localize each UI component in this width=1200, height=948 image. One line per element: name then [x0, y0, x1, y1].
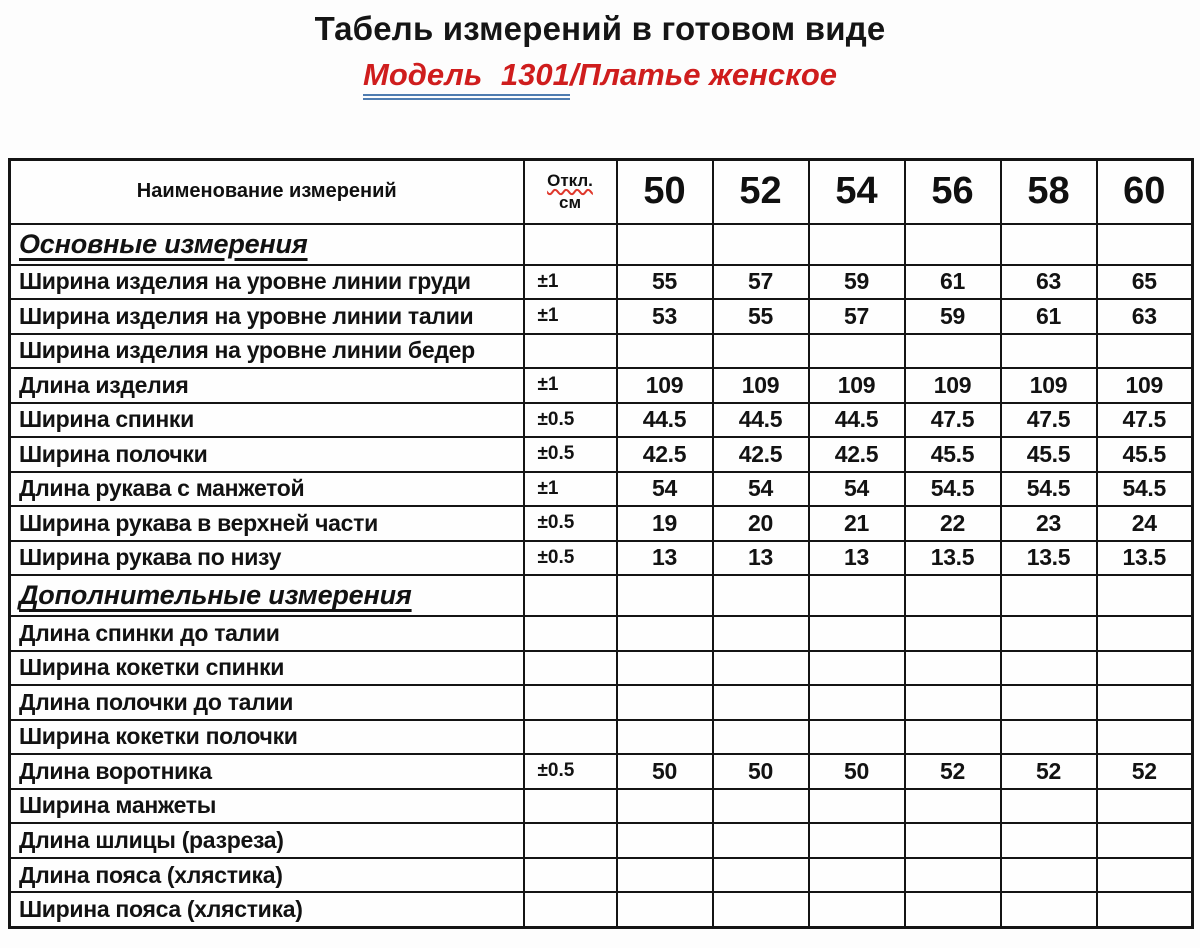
value-cell — [713, 651, 809, 686]
value-cell — [1097, 334, 1193, 369]
value-cell — [1097, 616, 1193, 651]
value-cell: 109 — [1001, 368, 1097, 403]
data-row — [10, 265, 1193, 300]
value-cell: 65 — [1097, 265, 1193, 300]
data-row — [10, 334, 1193, 369]
value-cell — [1097, 685, 1193, 720]
data-row — [10, 437, 1193, 472]
row-label-cell: Ширина кокетки полочки — [10, 720, 524, 755]
row-label-cell: Ширина изделия на уровне линии бедер — [10, 334, 524, 369]
value-cell — [1001, 616, 1097, 651]
value-cell: 24 — [1097, 506, 1193, 541]
value-cell: 57 — [713, 265, 809, 300]
value-cell — [809, 789, 905, 824]
deviation-cell — [524, 616, 617, 651]
value-cell: 13 — [713, 541, 809, 576]
value-cell: 44.5 — [617, 403, 713, 438]
value-cell — [1001, 685, 1097, 720]
value-cell: 54.5 — [905, 472, 1001, 507]
deviation-cell — [524, 823, 617, 858]
value-cell: 57 — [809, 299, 905, 334]
deviation-cell — [524, 224, 617, 265]
value-cell: 50 — [809, 754, 905, 789]
value-cell — [1097, 224, 1193, 265]
value-cell — [1097, 858, 1193, 893]
value-cell — [1097, 892, 1193, 927]
row-label-cell: Длина пояса (хлястика) — [10, 858, 524, 893]
deviation-cell — [524, 892, 617, 927]
deviation-cell — [524, 858, 617, 893]
value-cell — [713, 575, 809, 616]
deviation-cell: ±0.5 — [524, 437, 617, 472]
value-cell: 54 — [713, 472, 809, 507]
value-cell: 13 — [617, 541, 713, 576]
value-cell: 13 — [809, 541, 905, 576]
value-cell — [1001, 823, 1097, 858]
subtitle-model-underlined: Модель 1301 — [363, 57, 570, 100]
row-label-cell: Длина шлицы (разреза) — [10, 823, 524, 858]
value-cell — [1097, 720, 1193, 755]
value-cell — [713, 685, 809, 720]
deviation-cell — [524, 720, 617, 755]
value-cell — [617, 224, 713, 265]
deviation-cell — [524, 651, 617, 686]
document-subtitle — [0, 57, 1200, 100]
data-row — [10, 403, 1193, 438]
section-label: Дополнительные измерения — [19, 580, 412, 611]
data-row — [10, 858, 1193, 893]
data-row — [10, 506, 1193, 541]
section-label: Основные измерения — [19, 228, 308, 259]
value-cell — [1097, 789, 1193, 824]
value-cell: 53 — [617, 299, 713, 334]
value-cell — [713, 334, 809, 369]
size-column-header: 52 — [713, 160, 809, 224]
value-cell: 52 — [905, 754, 1001, 789]
value-cell: 109 — [713, 368, 809, 403]
value-cell — [809, 720, 905, 755]
value-cell — [905, 720, 1001, 755]
value-cell — [809, 651, 905, 686]
data-row — [10, 616, 1193, 651]
value-cell: 61 — [905, 265, 1001, 300]
row-label-cell: Ширина манжеты — [10, 789, 524, 824]
value-cell — [617, 823, 713, 858]
value-cell: 54 — [617, 472, 713, 507]
document-title: Табель измерений в готовом виде — [314, 10, 886, 47]
value-cell: 52 — [1097, 754, 1193, 789]
row-label-cell: Длина изделия — [10, 368, 524, 403]
value-cell: 59 — [905, 299, 1001, 334]
value-cell — [905, 616, 1001, 651]
value-cell — [809, 858, 905, 893]
data-row — [10, 823, 1193, 858]
value-cell: 50 — [617, 754, 713, 789]
value-cell: 63 — [1097, 299, 1193, 334]
value-cell — [809, 823, 905, 858]
deviation-cell — [524, 685, 617, 720]
data-row — [10, 892, 1193, 927]
value-cell — [905, 789, 1001, 824]
value-cell — [905, 224, 1001, 265]
value-cell — [713, 789, 809, 824]
deviation-cell: ±1 — [524, 299, 617, 334]
data-row — [10, 720, 1193, 755]
row-label-cell: Длина рукава с манжетой — [10, 472, 524, 507]
value-cell: 47.5 — [905, 403, 1001, 438]
row-label-cell: Ширина изделия на уровне линии талии — [10, 299, 524, 334]
value-cell: 109 — [905, 368, 1001, 403]
value-cell — [1001, 789, 1097, 824]
deviation-header-line1: Откл. — [547, 170, 593, 190]
value-cell: 13.5 — [905, 541, 1001, 576]
row-label-cell: Ширина кокетки спинки — [10, 651, 524, 686]
value-cell: 109 — [809, 368, 905, 403]
value-cell: 44.5 — [713, 403, 809, 438]
value-cell — [617, 685, 713, 720]
value-cell — [617, 858, 713, 893]
value-cell — [1097, 823, 1193, 858]
data-row — [10, 472, 1193, 507]
value-cell — [1001, 224, 1097, 265]
data-row — [10, 541, 1193, 576]
value-cell: 13.5 — [1097, 541, 1193, 576]
measurement-table — [8, 158, 1194, 929]
value-cell — [617, 334, 713, 369]
deviation-cell: ±0.5 — [524, 754, 617, 789]
name-column-header: Наименование измерений — [10, 160, 524, 224]
value-cell: 61 — [1001, 299, 1097, 334]
value-cell: 21 — [809, 506, 905, 541]
deviation-cell: ±0.5 — [524, 506, 617, 541]
value-cell — [905, 575, 1001, 616]
value-cell — [617, 789, 713, 824]
value-cell: 109 — [1097, 368, 1193, 403]
value-cell — [809, 334, 905, 369]
deviation-cell: ±1 — [524, 265, 617, 300]
row-label-cell: Длина спинки до талии — [10, 616, 524, 651]
value-cell — [809, 685, 905, 720]
data-row — [10, 368, 1193, 403]
value-cell: 59 — [809, 265, 905, 300]
size-column-header: 56 — [905, 160, 1001, 224]
value-cell: 55 — [617, 265, 713, 300]
value-cell: 54.5 — [1001, 472, 1097, 507]
value-cell: 13.5 — [1001, 541, 1097, 576]
data-row — [10, 651, 1193, 686]
row-label-cell: Ширина изделия на уровне линии груди — [10, 265, 524, 300]
value-cell: 63 — [1001, 265, 1097, 300]
value-cell: 20 — [713, 506, 809, 541]
value-cell — [905, 892, 1001, 927]
value-cell: 54 — [809, 472, 905, 507]
data-row — [10, 789, 1193, 824]
value-cell — [1001, 334, 1097, 369]
section-label-cell — [10, 575, 524, 616]
size-column-header: 60 — [1097, 160, 1193, 224]
size-column-header: 58 — [1001, 160, 1097, 224]
deviation-cell: ±1 — [524, 368, 617, 403]
row-label-cell: Ширина полочки — [10, 437, 524, 472]
value-cell — [1001, 651, 1097, 686]
data-row — [10, 299, 1193, 334]
deviation-column-header — [524, 160, 617, 224]
section-label-cell — [10, 224, 524, 265]
value-cell: 45.5 — [1001, 437, 1097, 472]
value-cell — [713, 858, 809, 893]
value-cell — [905, 823, 1001, 858]
value-cell — [1001, 720, 1097, 755]
size-column-header: 50 — [617, 160, 713, 224]
data-row — [10, 754, 1193, 789]
deviation-cell: ±0.5 — [524, 403, 617, 438]
value-cell — [1001, 858, 1097, 893]
value-cell — [713, 720, 809, 755]
deviation-cell: ±0.5 — [524, 541, 617, 576]
value-cell — [713, 616, 809, 651]
value-cell — [809, 224, 905, 265]
section-row — [10, 224, 1193, 265]
row-label-cell: Длина полочки до талии — [10, 685, 524, 720]
deviation-header-line2: см — [558, 192, 582, 212]
value-cell — [905, 651, 1001, 686]
value-cell — [617, 892, 713, 927]
value-cell: 42.5 — [713, 437, 809, 472]
value-cell — [1001, 892, 1097, 927]
deviation-cell — [524, 334, 617, 369]
table-header-row — [10, 160, 1193, 224]
value-cell — [905, 334, 1001, 369]
value-cell — [809, 616, 905, 651]
row-label-cell: Ширина спинки — [10, 403, 524, 438]
size-column-header: 54 — [809, 160, 905, 224]
value-cell: 42.5 — [809, 437, 905, 472]
row-label-cell: Ширина рукава по низу — [10, 541, 524, 576]
value-cell: 42.5 — [617, 437, 713, 472]
subtitle-rest: /Платье женское — [569, 57, 837, 92]
section-row — [10, 575, 1193, 616]
value-cell: 55 — [713, 299, 809, 334]
value-cell — [1097, 651, 1193, 686]
deviation-cell: ±1 — [524, 472, 617, 507]
data-row — [10, 685, 1193, 720]
value-cell — [809, 892, 905, 927]
row-label-cell: Длина воротника — [10, 754, 524, 789]
value-cell — [713, 823, 809, 858]
value-cell — [617, 616, 713, 651]
value-cell — [713, 224, 809, 265]
value-cell — [713, 892, 809, 927]
deviation-cell — [524, 575, 617, 616]
value-cell: 50 — [713, 754, 809, 789]
value-cell: 19 — [617, 506, 713, 541]
value-cell — [905, 858, 1001, 893]
value-cell: 47.5 — [1097, 403, 1193, 438]
value-cell: 44.5 — [809, 403, 905, 438]
value-cell — [617, 651, 713, 686]
row-label-cell: Ширина рукава в верхней части — [10, 506, 524, 541]
value-cell: 109 — [617, 368, 713, 403]
value-cell — [1097, 575, 1193, 616]
value-cell — [1001, 575, 1097, 616]
value-cell: 54.5 — [1097, 472, 1193, 507]
row-label-cell: Ширина пояса (хлястика) — [10, 892, 524, 927]
value-cell: 23 — [1001, 506, 1097, 541]
value-cell: 22 — [905, 506, 1001, 541]
value-cell: 52 — [1001, 754, 1097, 789]
deviation-cell — [524, 789, 617, 824]
value-cell — [809, 575, 905, 616]
value-cell — [905, 685, 1001, 720]
value-cell — [617, 575, 713, 616]
value-cell: 45.5 — [905, 437, 1001, 472]
value-cell: 45.5 — [1097, 437, 1193, 472]
value-cell — [617, 720, 713, 755]
value-cell: 47.5 — [1001, 403, 1097, 438]
